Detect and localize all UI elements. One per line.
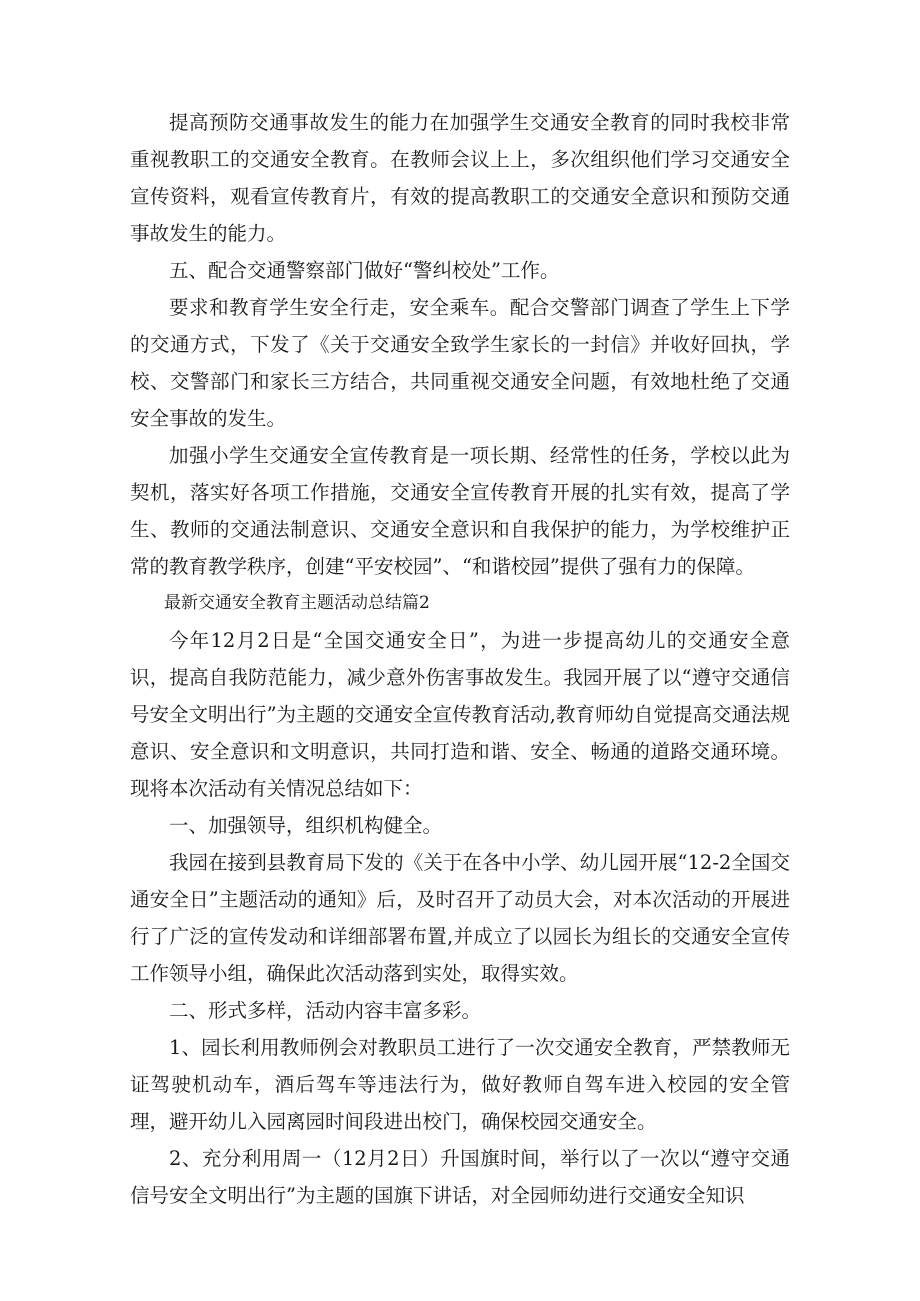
paragraph-intro: 今年12月2日是“全国交通安全日”，为进一步提高幼儿的交通安全意识，提高自我防范能力，减少意外伤害事故发生。我园开展了以“遵守交通信号安全文明出行”为主题的交通安全宣传教育活动,教育师幼自觉提高交通法规意识、安全意识和文明意识，共同打造和谐、安全、畅通的道路交通环境。现将本次活动有关情况总结如下： xyxy=(130,629,790,800)
paragraph-leadership: 我园在接到县教育局下发的《关于在各中小学、幼儿园开展“12-2全国交通安全日”主题活动的通知》后，及时召开了动员大会，对本次活动的开展进行了广泛的宣传发动和详细部署布置,并成立了以园长为组长的交通安全宣传工作领导小组，确保此次活动落到实处，取得实效。 xyxy=(130,851,790,985)
paragraph-conclusion: 加强小学生交通安全宣传教育是一项长期、经常性的任务，学校以此为契机，落实好各项工作措施，交通安全宣传教育开展的扎实有效，提高了学生、教师的交通法制意识、交通安全意识和自我保护的能力，为学校维护正常的教育教学秩序，创建“平安校园”、“和谐校园”提供了强有力的保障。 xyxy=(130,444,790,578)
section-heading-two: 二、形式多样，活动内容丰富多彩。 xyxy=(169,999,482,1022)
paragraph-item-1: 1、园长利用教师例会对教职员工进行了一次交通安全教育，严禁教师无证驾驶机动车，酒后驾车等违法行为，做好教师自驾车进入校园的安全管理，避开幼儿入园离园时间段进出校门，确保校园交通安全。 xyxy=(130,1036,790,1133)
paragraph-prevention-ability: 提高预防交通事故发生的能力在加强学生交通安全教育的同时我校非常重视教职工的交通安全教育。在教师会议上上，多次组织他们学习交通安全宣传资料，观看宣传教育片，有效的提高教职工的交通安全意识和预防交通事故发生的能力。 xyxy=(130,111,790,245)
article-title-part-2: 最新交通安全教育主题活动总结篇2 xyxy=(164,593,430,613)
document-body xyxy=(130,104,790,1214)
section-heading-five: 五、配合交通警察部门做好“警纠校处”工作。 xyxy=(169,259,560,282)
paragraph-item-2: 2、充分利用周一（12月2日）升国旗时间，举行以了一次以“遵守交通信号安全文明出行”为主题的国旗下讲话，对全园师幼进行交通安全知识 xyxy=(130,1147,790,1207)
section-heading-one: 一、加强领导，组织机构健全。 xyxy=(169,814,443,837)
paragraph-safe-walking: 要求和教育学生安全行走，安全乘车。配合交警部门调查了学生上下学的交通方式，下发了《关于交通安全致学生家长的一封信》并收好回执，学校、交警部门和家长三方结合，共同重视交通安全问题，有效地杜绝了交通安全事故的发生。 xyxy=(130,296,790,430)
